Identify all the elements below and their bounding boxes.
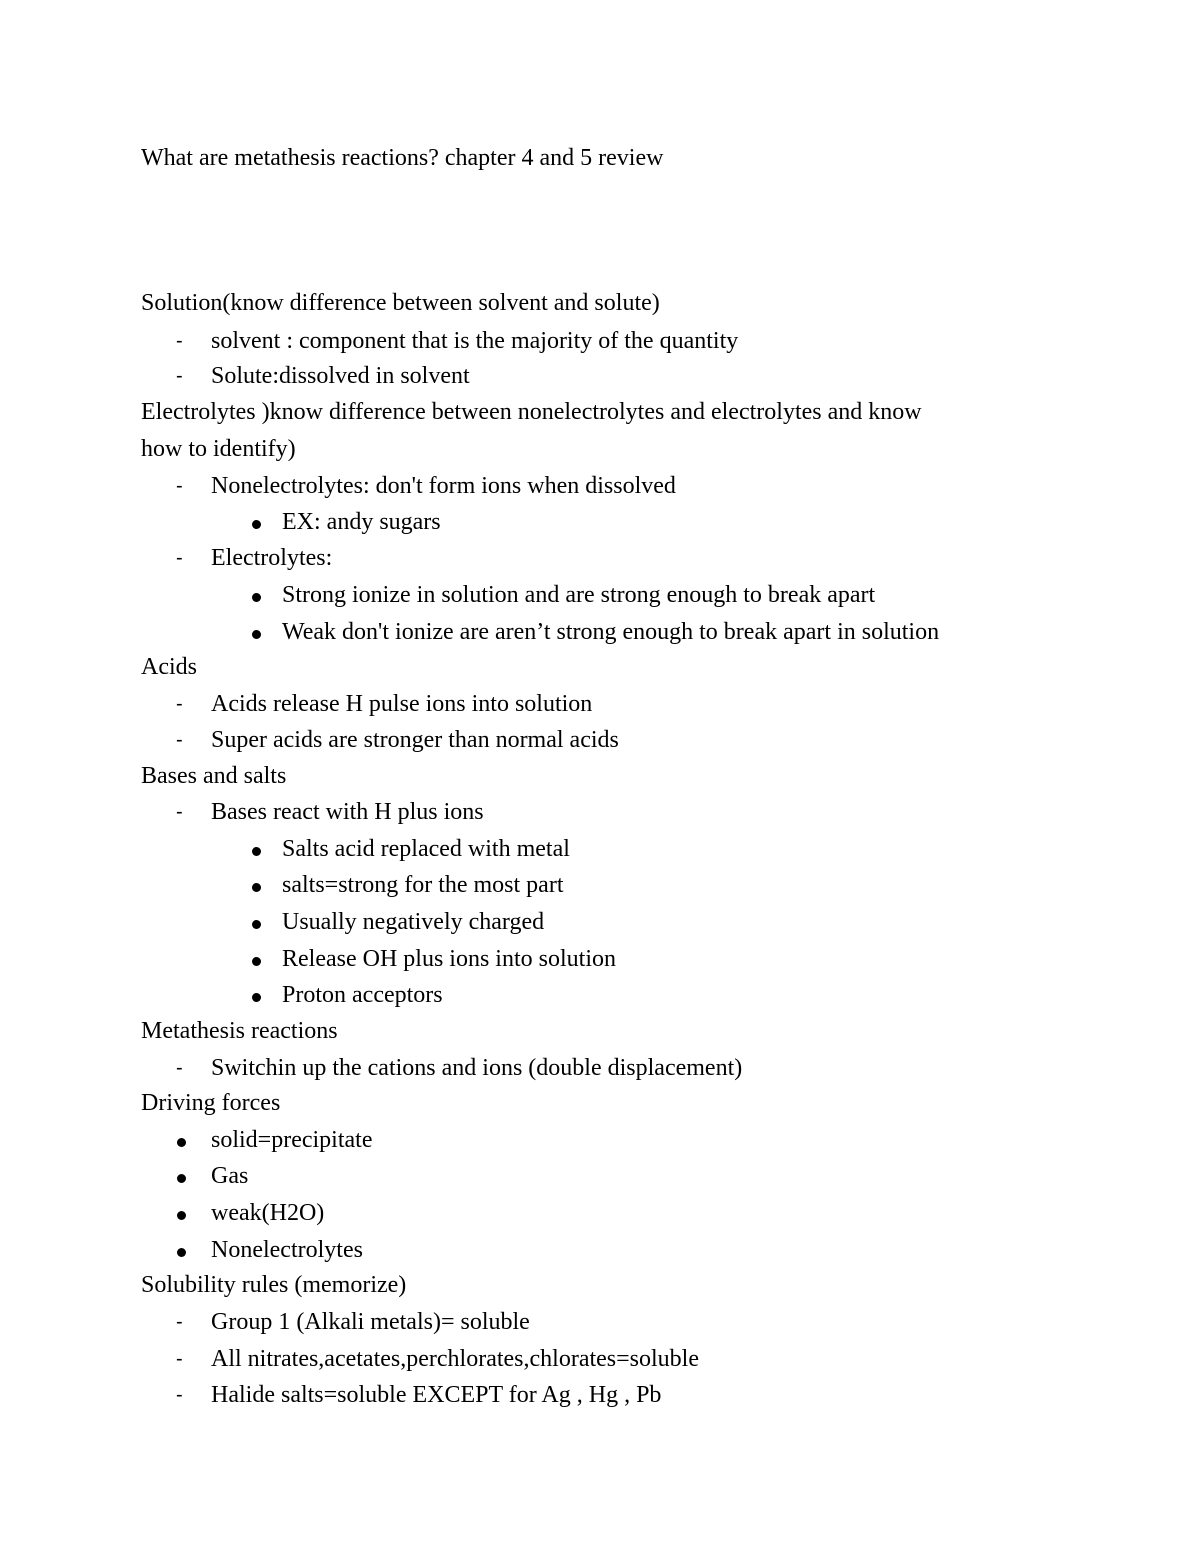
- bullet-marker: [252, 908, 261, 936]
- list-item: All nitrates,acetates,perchlorates,chlorates=soluble: [211, 1346, 700, 1372]
- list-item: Bases react with H plus ions: [211, 799, 484, 825]
- section-heading-acids: Acids: [141, 654, 197, 680]
- section-heading-driving-forces: Driving forces: [141, 1090, 281, 1116]
- dash-marker: -: [176, 1311, 183, 1333]
- bullet-marker: [252, 981, 261, 1009]
- list-item: solvent : component that is the majority of the quantity: [211, 328, 739, 354]
- list-item: Nonelectrolytes: don't form ions when dissolved: [211, 473, 676, 499]
- section-heading-solution: Solution(know difference between solvent and solute): [141, 290, 660, 316]
- list-item: Super acids are stronger than normal acids: [211, 727, 619, 753]
- dash-marker: -: [176, 365, 183, 387]
- list-item: Nonelectrolytes: [211, 1237, 363, 1263]
- bullet-marker: [252, 871, 261, 899]
- list-subitem: Strong ionize in solution and are strong enough to break apart: [282, 582, 876, 608]
- list-item: Solute:dissolved in solvent: [211, 363, 470, 389]
- list-item: Electrolytes:: [211, 545, 333, 571]
- dash-marker: -: [176, 330, 183, 352]
- bullet-marker: [177, 1162, 186, 1190]
- bullet-marker: [177, 1236, 186, 1264]
- list-item: Switchin up the cations and ions (double displacement): [211, 1055, 743, 1081]
- dash-marker: -: [176, 1057, 183, 1079]
- dash-marker: -: [176, 801, 183, 823]
- bullet-marker: [252, 835, 261, 863]
- bullet-marker: [252, 945, 261, 973]
- section-heading-solubility: Solubility rules (memorize): [141, 1272, 407, 1298]
- list-subitem: Weak don't ionize are aren’t strong enough to break apart in solution: [282, 619, 940, 645]
- section-heading-electrolytes-cont: how to identify): [141, 436, 296, 462]
- document-title: What are metathesis reactions? chapter 4 and 5 review: [141, 145, 664, 171]
- dash-marker: -: [176, 1348, 183, 1370]
- section-heading-metathesis: Metathesis reactions: [141, 1018, 338, 1044]
- list-item: solid=precipitate: [211, 1127, 373, 1153]
- dash-marker: -: [176, 693, 183, 715]
- list-item: Halide salts=soluble EXCEPT for Ag , Hg , Pb: [211, 1382, 662, 1408]
- dash-marker: -: [176, 1384, 183, 1406]
- list-subitem: Proton acceptors: [282, 982, 443, 1008]
- list-subitem: salts=strong for the most part: [282, 872, 564, 898]
- dash-marker: -: [176, 475, 183, 497]
- list-item: Acids release H pulse ions into solution: [211, 691, 593, 717]
- bullet-marker: [177, 1126, 186, 1154]
- list-item: Gas: [211, 1163, 249, 1189]
- list-subitem: Salts acid replaced with metal: [282, 836, 570, 862]
- dash-marker: -: [176, 729, 183, 751]
- list-subitem: EX: andy sugars: [282, 509, 441, 535]
- bullet-marker: [177, 1199, 186, 1227]
- section-heading-electrolytes: Electrolytes )know difference between nonelectrolytes and electrolytes and know: [141, 399, 922, 425]
- bullet-marker: [252, 618, 261, 646]
- section-heading-bases: Bases and salts: [141, 763, 287, 789]
- bullet-marker: [252, 508, 261, 536]
- list-item: Group 1 (Alkali metals)= soluble: [211, 1309, 530, 1335]
- dash-marker: -: [176, 547, 183, 569]
- list-subitem: Release OH plus ions into solution: [282, 946, 616, 972]
- bullet-marker: [252, 581, 261, 609]
- list-item: weak(H2O): [211, 1200, 325, 1226]
- list-subitem: Usually negatively charged: [282, 909, 545, 935]
